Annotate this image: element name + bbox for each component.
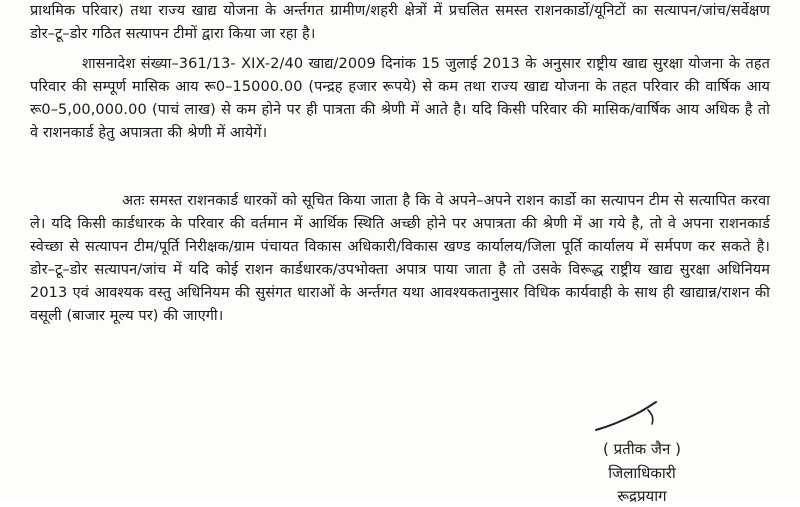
signatory-designation: जिलाधिकारी bbox=[608, 464, 676, 482]
paragraph-government-order bbox=[30, 53, 770, 145]
handwritten-signature-mark bbox=[590, 400, 680, 434]
paragraph-notice bbox=[30, 190, 770, 328]
document-body bbox=[30, 0, 770, 46]
paragraph-notice-text: अतः समस्त राशनकार्ड धारकों को सूचित किया जाता है कि वे अपने–अपने राशन कार्डो का सत्यापन टीम से सत्यापित करवा ले। यदि किसी कार्डधारक के परिवार की वर्तमान में आर्थिक स्थिति अच्छी होने पर अपात्रता की श्रेणी में आ गये है, तो वे अपना राशनकार्ड स्वेच्छा से सत्यापन टीम/पूर्ति निरीक्षक/ग्राम पंचायत विकास अधिकारी/विकास खण्ड कार्यालय/जिला पूर्ति कार्यालय में सर्मपण कर सकते है। डोर–टू–डोर सत्यापन/जांच में यदि कोई राशन कार्डधारक/उपभोक्ता अपात्र पाया जाता है तो उसके विरूद्ध राष्ट्रीय खाद्य सुरक्षा अधिनियम 2013 एवं आवश्यक वस्तु अधिनियम की सुसंगत धाराओं के अर्न्तगत यथा आवश्यकतानुसार विधिक कार्यवाही के साथ ही खाद्यान्न/राशन की वसूली (बाजार मूल्य पर) की जाएगी। bbox=[30, 193, 770, 324]
paragraph-continuation: प्राथमिक परिवार) तथा राज्य खाद्य योजना के अर्न्तगत ग्रामीण/शहरी क्षेत्रों में प्रचलित समस्त राशनकार्डो/यूनिटों का सत्यापन/जांच/सर्वेक्षण डोर–टू–डोर गठित सत्यापन टीमों द्वारा किया जा रहा है। bbox=[30, 3, 770, 42]
signature-block bbox=[572, 437, 712, 505]
signatory-district: रूद्रप्रयाग bbox=[617, 487, 667, 505]
paragraph-government-order-text: शासनादेश संख्या–361/13- XIX-2/40 खाद्य/2009 दिनांक 15 जुलाई 2013 के अनुसार राष्ट्रीय खाद्य सुरक्षा योजना के तहत परिवार की सम्पूर्ण मासिक आय रू0–15000.00 (पन्द्रह हजार रूपये) से कम तथा राज्य खाद्य योजना के तहत परिवार की वार्षिक आय रू0–5,00,000.00 (पाचं लाख) से कम होने पर ही पात्रता की श्रेणी में आते है। यदि किसी परिवार की मासिक/वार्षिक आय अधिक है तो वे राशनकार्ड हेतु अपात्रता की श्रेणी में आयेगें। bbox=[30, 56, 770, 141]
signatory-name: ( प्रतीक जैन ) bbox=[603, 440, 681, 458]
